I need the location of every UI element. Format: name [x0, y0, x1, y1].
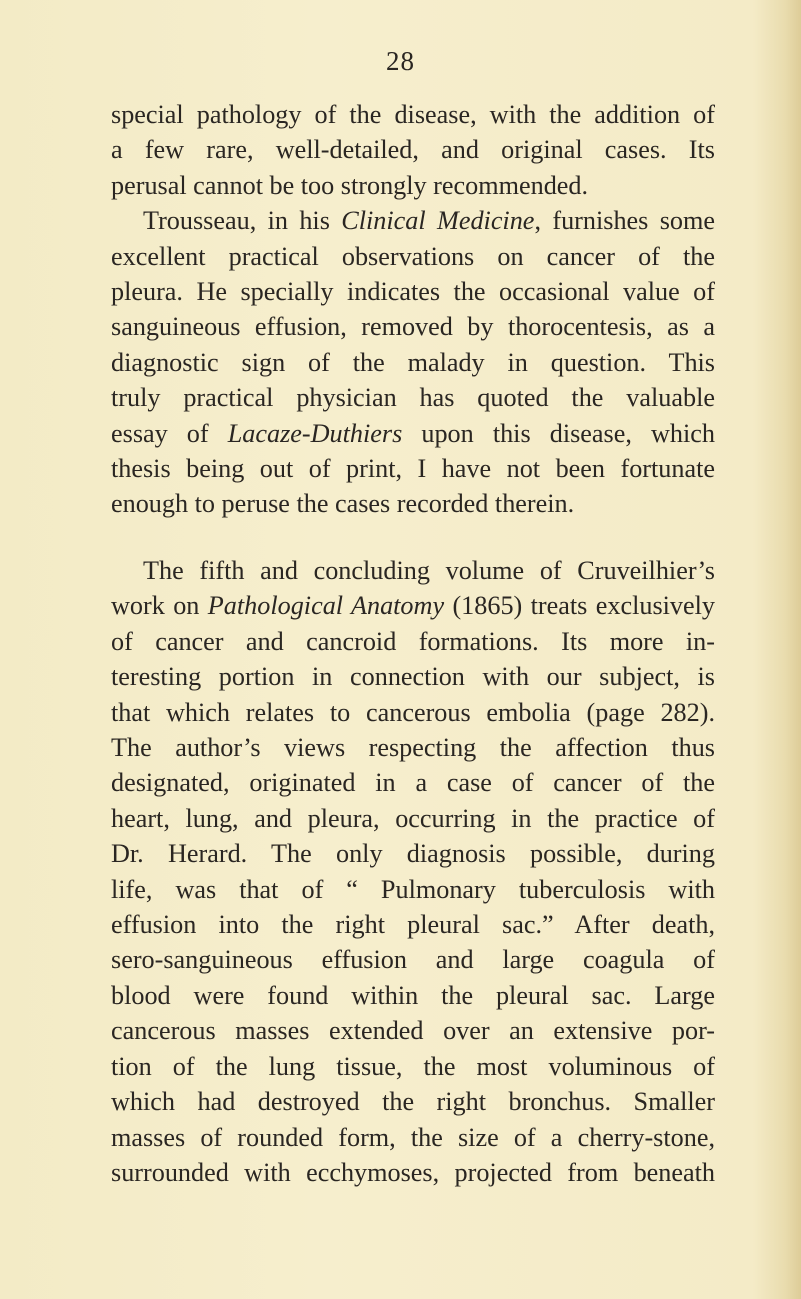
text-line: Dr. Herard. The only diagnosis possible, during — [111, 839, 715, 869]
text-line: a few rare, well-detailed, and original cases. Its — [111, 135, 715, 165]
text-line: The author’s views respecting the affection thus — [111, 733, 715, 763]
book-title-italic: Clinical Medicine — [341, 206, 535, 236]
text-line: special pathology of the disease, with the addition of — [111, 100, 715, 129]
text-line: The fifth and concluding volume of Cruveilhier’s — [143, 556, 715, 585]
text-line: truly practical physician has quoted the valuable — [111, 383, 715, 413]
text-span: Trousseau, in his — [143, 206, 342, 236]
text-line: which had destroyed the right bronchus. Smaller — [111, 1087, 715, 1117]
text-line — [111, 588, 715, 623]
text-span: essay of — [111, 418, 228, 448]
text-line — [111, 416, 715, 451]
text-line: tion of the lung tissue, the most voluminous of — [111, 1051, 715, 1081]
text-span: work on — [111, 591, 208, 621]
author-name-italic: Lacaze-Duthiers — [227, 418, 403, 448]
paragraph-2 — [111, 553, 715, 1190]
page-number: 28 — [386, 46, 415, 76]
text-line: cancerous masses extended over an extensive por- — [111, 1016, 715, 1046]
text-line: of cancer and cancroid formations. Its more in- — [111, 626, 715, 656]
text-line — [111, 203, 715, 238]
text-line: designated, originated in a case of cancer of the — [111, 768, 715, 798]
text-line: enough to peruse the cases recorded therein. — [111, 489, 575, 519]
text-line: sanguineous effusion, removed by thorocentesis, as a — [111, 312, 715, 342]
text-line: thesis being out of print, I have not been fortunate — [111, 454, 715, 484]
text-span: , furnishes some — [534, 206, 715, 236]
text-line: pleura. He specially indicates the occasional value of — [111, 277, 715, 307]
text-line: excellent practical observations on cancer of the — [111, 241, 715, 271]
text-line: life, was that of “ Pulmonary tuberculosis with — [111, 874, 715, 904]
text-line: perusal cannot be too strongly recommended. — [111, 170, 589, 200]
book-title-italic: Pathological Anatomy — [207, 591, 445, 621]
text-line: effusion into the right pleural sac.” After death, — [111, 910, 715, 940]
paragraph-1 — [111, 97, 715, 522]
text-span: (1865) treats exclusively — [444, 591, 715, 621]
text-line: heart, lung, and pleura, occurring in the practice of — [111, 803, 715, 833]
text-line: diagnostic sign of the malady in question. This — [111, 347, 715, 377]
text-line: masses of rounded form, the size of a cherry-stone, — [111, 1122, 715, 1152]
text-line: sero-sanguineous effusion and large coagula of — [111, 945, 715, 975]
text-line: teresting portion in connection with our subject, is — [111, 662, 715, 692]
text-line: surrounded with ecchymoses, projected from beneath — [111, 1157, 715, 1187]
text-line: blood were found within the pleural sac. Large — [111, 980, 715, 1010]
text-span: upon this disease, which — [402, 418, 715, 448]
text-line: that which relates to cancerous embolia (page 282). — [111, 697, 715, 727]
